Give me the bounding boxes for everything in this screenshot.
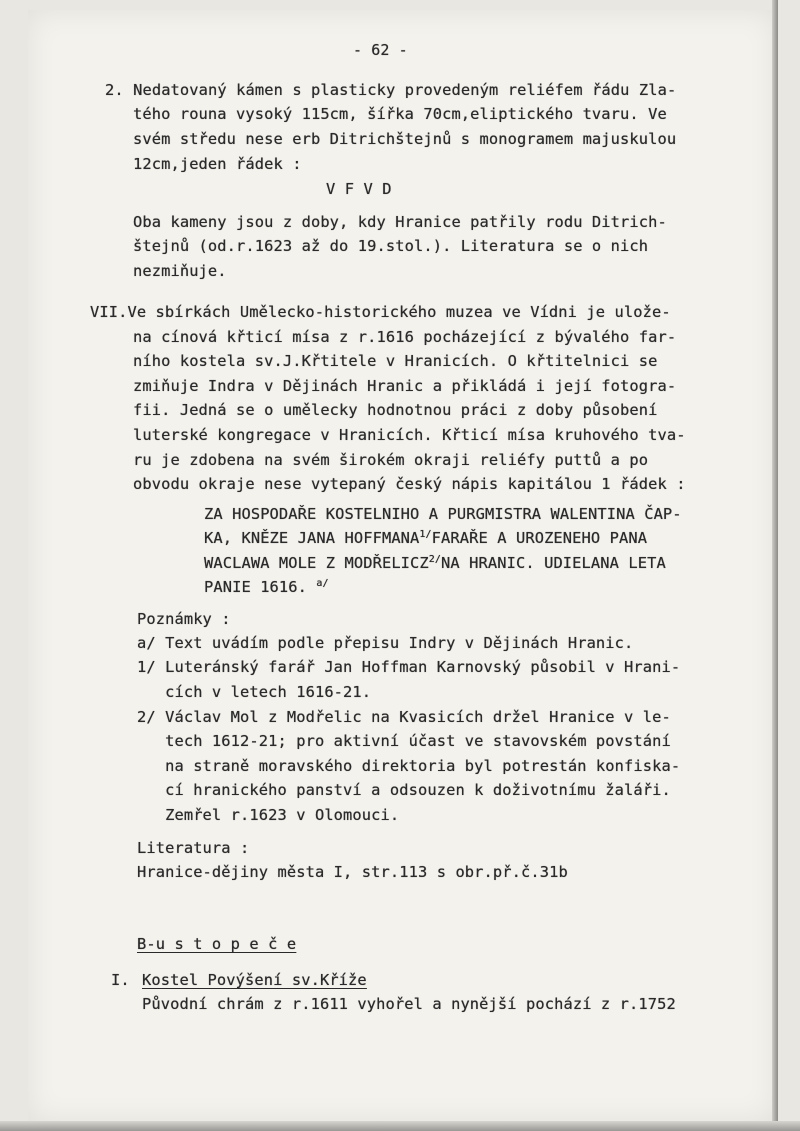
note-a: a/ Text uvádím podle přepisu Indry v Dějinách Hranic. (137, 634, 634, 652)
page-edge-bottom (0, 1121, 800, 1131)
item2-line-3: svém středu nese erb Ditrichštejnů s monogramem majuskulou (133, 130, 677, 148)
section-b-heading: B-u s t o p e č e (137, 935, 297, 953)
inscription-line-2: KA, KNĚZE JANA $HOFFMANA^{1/}FARAŘE$ A UROZENEHO PANA (204, 528, 648, 547)
note-2-cont-1: tech 1612-21; pro aktivní účast ve stavovském povstání (137, 732, 671, 750)
section7-line-5: fii. Jedná se o umělecky hodnotnou práci z doby působení (133, 401, 658, 419)
note-2: 2/ Václav Mol z Modřelic na Kvasicích držel Hranice v le- (137, 708, 671, 726)
note-1-cont: cích v letech 1616-21. (137, 683, 372, 701)
section7-line-8: obvodu okraje nese vytepaný český nápis kapitálou 1 řádek : (133, 475, 686, 493)
item2-line-2: tého rouna vysoký 115cm, šířka 70cm,eliptického tvaru. Ve (133, 105, 667, 123)
item1-number: I. (111, 971, 130, 989)
note-2-cont-3: cí hranického panství a odsouzen k doživotnímu žaláři. (137, 781, 671, 799)
section7-line-4: zmiňuje Indra v Dějinách Hranic a přikládá i její fotogra- (133, 377, 677, 395)
inscription-line-3: WACLAWA MOLE Z $MODŘELICZ^{2/}NA$ HRANIC. UDIELANA LETA (204, 553, 666, 572)
literature-heading: Literatura : (137, 839, 250, 857)
note-2-cont-2: na straně moravského direktoria byl potrestán konfiska- (137, 757, 681, 775)
item2-line-1: 2. Nedatovaný kámen s plasticky provedeným reliéfem řádu Zla- (105, 81, 677, 99)
page-number: - 62 - (353, 41, 408, 59)
section7-line-6: luterské kongregace v Hranicích. Křticí mísa kruhového tva- (133, 426, 686, 444)
note-2-cont-4: Zemřel r.1623 v Olomouci. (137, 806, 400, 824)
section7-line-7: ru je zdobena na svém širokém okraji reliéfy puttů a po (133, 451, 649, 469)
page-edge-right (772, 0, 778, 1131)
monogram: V F V D (326, 180, 392, 198)
section7-line-1: VII.Ve sbírkách Umělecko-historického muzea ve Vídni je ulože- (90, 303, 671, 321)
item2-note-1: Oba kameny jsou z doby, kdy Hranice patřily rodu Ditrich- (133, 213, 667, 231)
literature-entry: Hranice-dějiny města I, str.113 s obr.př.č.31b (137, 863, 568, 881)
item2-line-4: 12cm,jeden řádek : (133, 155, 302, 173)
item2-note-2: štejnů (od.r.1623 až do 19.stol.). Literatura se o nich (133, 237, 649, 255)
item2-note-3: nezmiňuje. (133, 262, 227, 280)
item1-title: Kostel Povýšení sv.Kříže (142, 971, 367, 989)
inscription-line-1: ZA HOSPODAŘE KOSTELNIHO A PURGMISTRA WALENTINA ČAP- (204, 505, 682, 523)
section7-line-3: ního kostela sv.J.Křtitele v Hranicích. O křtitelnici se (133, 352, 658, 370)
section7-line-2: na cínová křticí mísa z r.1616 pocházející z bývalého far- (133, 328, 677, 346)
inscription-line-4: PANIE 1616. $^{a/}$ (204, 577, 329, 596)
item1-text: Původní chrám z r.1611 vyhořel a nynější pochází z r.1752 (142, 995, 676, 1013)
note-1: 1/ Luteránský farář Jan Hoffman Karnovský působil v Hrani- (137, 658, 681, 676)
notes-heading: Poznámky : (137, 610, 231, 628)
